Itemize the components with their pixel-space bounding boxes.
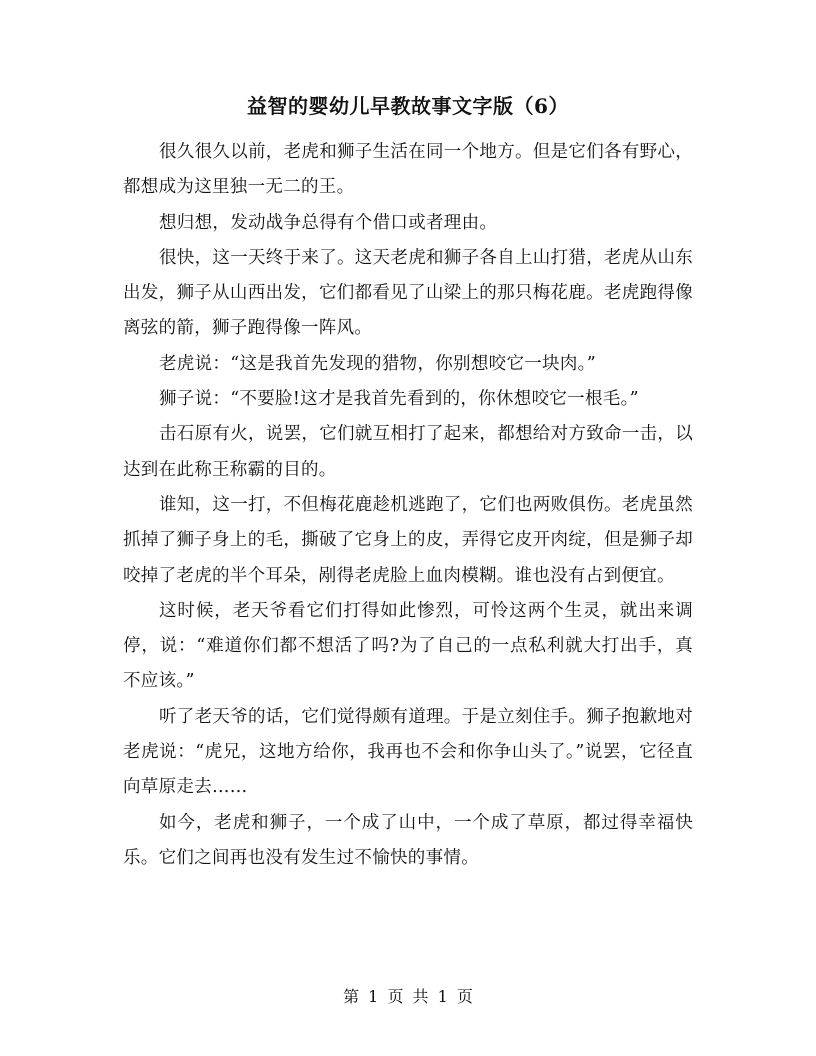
paragraph: 击石原有火，说罢，它们就互相打了起来，都想给对方致命一击，以达到在此称王称霸的目的。 xyxy=(123,424,693,480)
page-number-footer: 第 1 页 共 1 页 xyxy=(343,987,473,1006)
paragraph: 如今，老虎和狮子，一个成了山中，一个成了草原，都过得幸福快乐。它们之间再也没有发生过不愉快的事情。 xyxy=(123,812,693,868)
paragraph: 谁知，这一打，不但梅花鹿趁机逃跑了，它们也两败俱伤。老虎虽然抓掉了狮子身上的毛，撕破了它身上的皮，弄得它皮开肉绽，但是狮子却咬掉了老虎的半个耳朵，剐得老虎脸上血肉模糊。谁也没有占到便宜。 xyxy=(123,494,693,586)
paragraph: 很久很久以前，老虎和狮子生活在同一个地方。但是它们各有野心，都想成为这里独一无二的王。 xyxy=(123,142,693,198)
document-body xyxy=(123,135,693,876)
paragraph: 狮子说：“不要脸!这才是我首先看到的，你休想咬它一根毛。” xyxy=(159,389,639,410)
document-title: 益智的婴幼儿早教故事文字版（6） xyxy=(247,94,569,118)
paragraph: 这时候，老天爷看它们打得如此惨烈，可怜这两个生灵，就出来调停，说：“难道你们都不想活了吗?为了自己的一点私利就大打出手，真不应该。” xyxy=(123,600,693,692)
paragraph: 老虎说：“这是我首先发现的猎物，你别想咬它一块肉。” xyxy=(159,353,596,374)
paragraph: 听了老天爷的话，它们觉得颇有道理。于是立刻住手。狮子抱歉地对老虎说：“虎兄，这地方给你，我再也不会和你争山头了。”说罢，它径直向草原走去…… xyxy=(123,706,693,798)
paragraph: 想归想，发动战争总得有个借口或者理由。 xyxy=(159,212,498,233)
paragraph: 很快，这一天终于来了。这天老虎和狮子各自上山打猎，老虎从山东出发，狮子从山西出发，它们都看见了山梁上的那只梅花鹿。老虎跑得像离弦的箭，狮子跑得像一阵风。 xyxy=(123,247,693,339)
